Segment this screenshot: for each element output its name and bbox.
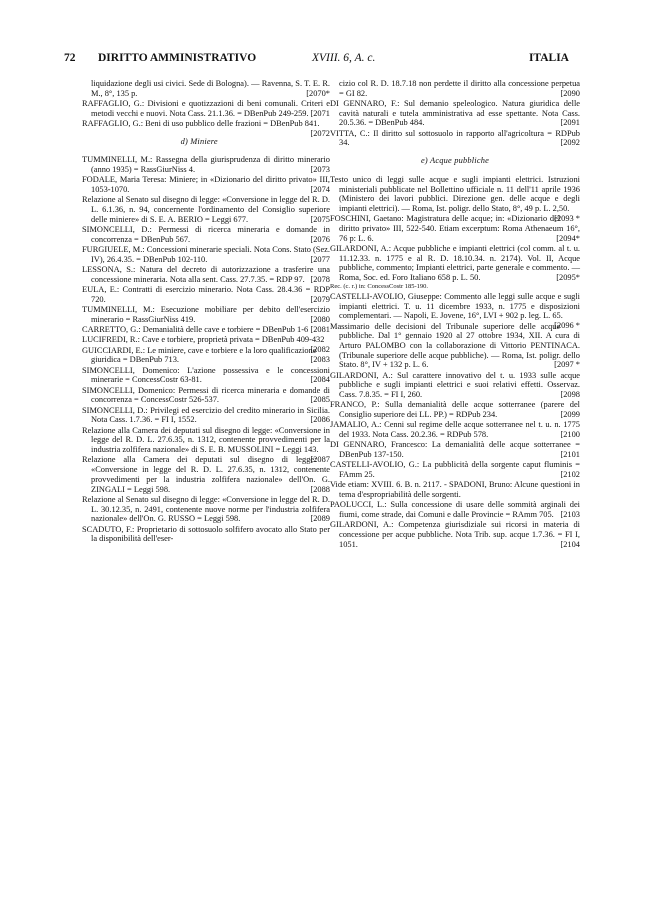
entry-text: LESSONA, S.: Natura del decreto di autorizzazione a trasferire una concessione mineraria. Nota alla sent. Cass. 27.7.35. = RDP 97.	[82, 265, 330, 284]
bibliography-entry	[330, 420, 580, 439]
entry-text: SIMONCELLI, Domenico: L'azione possessiva e le concessioni minerarie = ConcessCostr 63-81.	[82, 365, 330, 385]
entry-text: cizio col R. D. 18.7.18 non perdette il diritto alla concessione perpetua = GI 82.	[339, 79, 580, 98]
entry-number: [2073	[310, 165, 330, 175]
bibliography-entry	[82, 386, 330, 405]
entry-text: SIMONCELLI, D.: Privilegi ed esercizio del credito minerario in Sicilia. Nota Cass. 1.7.36. = FI I, 1552.	[82, 405, 330, 425]
entry-text: RAFFAGLIO, G.: Beni di uso pubblico delle frazioni = DBenPub 841.	[82, 119, 320, 128]
entry-number: [2087	[310, 454, 330, 464]
bibliography-entry	[330, 283, 580, 291]
entry-text: RAFFAGLIO, G.: Divisioni e quotizzazioni di beni comunali. Criteri e metodi vecchi e nuovi. Nota Cass. 21.1.36. = DBenPub 249-259.	[82, 99, 330, 118]
bibliography-entry	[82, 305, 330, 324]
bibliography-entry	[82, 406, 330, 425]
bibliography-entry	[82, 79, 330, 98]
entry-number: [2074	[310, 185, 330, 195]
bibliography-entry	[330, 214, 580, 243]
entry-text: Relazione alla Camera dei deputati sul disegno di legge: «Conversione in legge del R. D. L. 27.6.35, n. 1312, contenente provvedimenti per la industria zolfifera nazionale» di S. E. B. MUSSOLINI = Leggi 143.	[82, 425, 330, 455]
entry-number: [2090	[560, 88, 580, 98]
entry-number: [2091	[560, 118, 580, 128]
bibliography-entry	[330, 520, 580, 549]
bibliography-entry	[330, 174, 580, 223]
bibliography-entry	[330, 371, 580, 400]
entry-number: [2081	[310, 325, 330, 335]
entry-number: [2093 *	[554, 213, 580, 223]
entry-number: [2094*	[556, 233, 580, 243]
entry-number: [2084	[310, 375, 330, 385]
entry-number: [2079	[310, 294, 330, 304]
entry-text: GILARDONI, A.: Sul carattere innovativo del t. u. 1933 sulle acque pubbliche e sugli impianti elettrici e suoi relativi effetti. Osservaz. Cass. 7.8.35. = FI I, 260.	[330, 370, 580, 400]
entry-number: [2099	[560, 410, 580, 420]
entry-text: TUMMINELLI, M.: Esecuzione mobiliare per debito dell'esercizio minerario = RassGiurNiss 419.	[82, 305, 330, 324]
entry-number: [2088	[310, 484, 330, 494]
bibliography-entry	[82, 195, 330, 224]
bibliography-entry	[330, 99, 580, 128]
right-column	[330, 79, 580, 550]
entry-text: TUMMINELLI, M.: Rassegna della giurisprudenza di diritto minerario (anno 1935) = RassGiurNiss 4.	[82, 155, 330, 175]
entry-number: [2102	[560, 470, 580, 480]
entry-number: [2104	[560, 539, 580, 549]
bibliography-entry	[82, 425, 330, 464]
entry-text: Relazione alla Camera dei deputati sul disegno di legge: «Conversione in legge del R. D. L. 27.6.35, n. 1312, contenente provvedimenti per la industria zolfifera nazionale» dell'On. G. ZINGALI = Leggi 598.	[82, 455, 330, 494]
entry-number: [2083	[310, 355, 330, 365]
entry-text: EULA, E.: Contratti di esercizio minerario. Nota Cass. 28.4.36 = RDP 720.	[82, 285, 330, 304]
entry-text: DI GENNARO, F.: Sul demanio speleologico. Natura giuridica delle cavità naturali e tutela amministrativa ad esse spettante. Nota Cass. 20.5.36. = DBenPub 484.	[330, 99, 580, 128]
bibliography-entry	[330, 322, 580, 371]
bibliography-entry	[82, 325, 330, 335]
bibliography-entry	[82, 455, 330, 494]
bibliography-entry	[82, 346, 330, 365]
entry-number: [2097 *	[554, 360, 580, 370]
entry-number: [2080	[310, 314, 330, 324]
bibliography-entry	[82, 245, 330, 264]
entry-number: [2070*	[306, 88, 330, 98]
entry-text: Massimario delle decisioni del Tribunale superiore delle acque pubbliche. Dal 1° gennaio 1920 al 27 ottobre 1934, XII. A cura di Arturo PALOMBO con la collaborazione di Vittorio PENTINACA. (Tribunale superiore delle acque pubbliche). — Roma, Ist. poligr. dello Stato. 8°, IV + 132 p. L. 6.	[330, 321, 580, 370]
entry-number: [2089	[310, 514, 330, 524]
bibliography-entry	[82, 285, 330, 304]
entry-text: VITTA, C.: Il diritto sul sottosuolo in rapporto all'agricoltura = RDPub 34.	[330, 128, 580, 148]
entry-text: GILARDONI, A.: Acque pubbliche e impianti elettrici (col comm. al t. u. 11.12.33. n. 1775 e al R. D. 18.10.34. n. 2174). Vol. II, Acque pubbliche, commento; Impianti elettrici, parte generale e commento. — Roma, Soc. ed. Foro Italiano 658 p. L. 50.	[330, 243, 580, 283]
section-heading: d) Miniere	[180, 136, 218, 146]
entry-text: GUICCIARDI, E.: Le miniere, cave e torbiere e la loro qualificazione giuridica = DBenPub 713.	[82, 345, 317, 365]
entry-number: [2098	[560, 390, 580, 400]
entry-text: DI GENNARO, Francesco: La demanialità delle acque sotterranee = DBenPub 137-150.	[330, 440, 580, 460]
entry-number: [2072	[310, 128, 330, 138]
entry-number: [2103	[560, 510, 580, 520]
bibliography-entry	[82, 525, 330, 544]
bibliography-entry	[82, 119, 330, 138]
entry-text: JAMALIO, A.: Cenni sul regime delle acque sotterranee nel t. u. n. 1775 del 1933. Nota Cass. 20.2.36. = RDPub 578.	[330, 420, 580, 440]
entry-text: CASTELLI-AVOLIO, Giuseppe: Commento alle leggi sulle acque e sugli impianti elettrici. T. u. 11 dicembre 1933, n. 1775 e disposizioni complementari. — Napoli, E. Jovene, 16°, LVI + 902 p. leg. L. 65.	[330, 291, 580, 321]
entry-number: [2100	[560, 430, 580, 440]
section-heading: e) Acque pubbliche	[420, 156, 490, 166]
entry-number: [2082	[310, 345, 330, 355]
country-label: ITALIA	[528, 52, 569, 64]
entry-number: [2085	[310, 395, 330, 405]
entry-number: [2077	[310, 254, 330, 264]
entry-text: GILARDONI, A.: Competenza giurisdiziale sui ricorsi in materia di concessione per acque pubbliche. Nota Trib. sup. acque 1.7.36. = FI I, 1051.	[330, 520, 580, 549]
bibliography-entry	[330, 500, 580, 519]
bibliography-entry	[82, 495, 330, 524]
entry-text: SIMONCELLI, Domenico: Permessi di ricerca mineraria e domande di concorrenza = ConcessCostr 526-537.	[82, 385, 330, 405]
bibliography-entry	[330, 400, 580, 419]
entry-text: FURGIUELE, M.: Concessioni minerarie speciali. Nota Cons. Stato (Sez. IV), 26.4.35. = DBenPub 102-110.	[82, 245, 330, 264]
entry-text: LUCIFREDI, R.: Cave e torbiere, proprietà privata = DBenPub 409-432	[82, 335, 325, 345]
entry-text: SIMONCELLI, D.: Permessi di ricerca mineraria e domande in concorrenza = DBenPub 567.	[82, 225, 330, 244]
entry-number: [2071	[310, 108, 330, 118]
entry-number: [2095*	[556, 273, 580, 283]
entry-text: FODALE, Maria Teresa: Miniere; in «Dizionario del diritto privato» III, 1053-1070.	[82, 175, 330, 195]
bibliography-entry	[82, 155, 330, 174]
bibliography-entry	[82, 366, 330, 385]
bibliography-entry	[330, 480, 580, 499]
entry-text: SCADUTO, F.: Proprietario di sottosuolo solfifero avocato allo Stato per la disponibilità dell'eser-	[82, 524, 330, 544]
entry-text: PAOLUCCI, L.: Sulla concessione di usare delle sommità arginali dei fiumi, come strade, dai Comuni e dalle Provincie = RAmm 705.	[330, 500, 580, 520]
entry-number: [2075	[310, 214, 330, 224]
bibliography-entry	[82, 265, 330, 284]
bibliography-entry	[330, 129, 580, 148]
entry-text: Relazione al Senato sul disegno di legge: «Conversione in legge del R. D. L. 30.12.35, n. 2491, contenente nuove norme per l'industria zolfifera nazionale» dell'On. G. RUSSO = Leggi 598.	[82, 494, 330, 524]
bibliography-entry	[82, 175, 330, 194]
entry-number: [2096 *	[554, 321, 580, 331]
bibliography-entry	[330, 440, 580, 459]
entry-text: liquidazione degli usi civici. Sede di Bologna). — Ravenna, S. T. E. R. M., 8°, 135 p.	[91, 79, 330, 98]
entry-text: Relazione al Senato sul disegno di legge: «Conversione in legge del R. D. L. 6.1.36, n. 94, concernente l'ordinamento del Consiglio superiore delle miniere» di S. E. A. BERIO = Leggi 677.	[82, 195, 330, 224]
entry-number: [2092	[560, 138, 580, 148]
bibliography-entry	[330, 244, 580, 283]
bibliography-entry	[82, 225, 330, 244]
page-number: 72	[64, 52, 76, 64]
entry-number: [2076	[310, 234, 330, 244]
page-header	[64, 52, 569, 66]
entry-number: [2101	[560, 450, 580, 460]
entry-text: FRANCO, P.: Sulla demanialità delle acque sotterranee (parere del Consiglio superiore dei LL. PP.) = RDPub 234.	[330, 400, 580, 420]
entry-text: Testo unico di leggi sulle acque e sugli impianti elettrici. Istruzioni ministeriali pubblicate nel Bollettino ufficiale n. 11 dell'11 aprile 1936 (Ministero dei lavori pubblici. Direzione gen. delle acque e degli impianti elettrici). — Roma, Ist. poligr. dello Stato, 8°, 49 p. L. 2,50.	[330, 174, 580, 213]
entry-text: CARRETTO, G.: Demanialità delle cave e torbiere = DBenPub 1-6	[82, 325, 309, 335]
entry-number: [2078	[310, 274, 330, 284]
running-title: DIRITTO AMMINISTRATIVO	[98, 52, 257, 64]
section-reference: XVIII. 6, A. c.	[312, 52, 376, 64]
left-column	[82, 79, 330, 545]
bibliography-entry	[82, 99, 330, 118]
entry-number: [2086	[310, 415, 330, 425]
entry-text: FOSCHINI, Gaetano: Magistratura delle acque; in: «Dizionario del diritto privato» III, 522-540. Etiam excerptum: Roma Athenaeum 16°, 76 p: L. 6.	[330, 214, 580, 243]
entry-text: Vide etiam: XVIII. 6. B. n. 2117. - SPADONI, Bruno: Alcune questioni in tema d'espropriabilità delle sorgenti.	[330, 480, 580, 500]
bibliography-entry	[330, 460, 580, 479]
entry-text: CASTELLI-AVOLIO, G.: La pubblicità della sorgente caput fluminis = FAmm 25.	[330, 460, 580, 480]
bibliography-entry	[330, 79, 580, 98]
entry-text: Rec. (c. r.) in: ConcessCostr 185-190.	[330, 283, 429, 291]
bibliography-entry	[330, 291, 580, 331]
